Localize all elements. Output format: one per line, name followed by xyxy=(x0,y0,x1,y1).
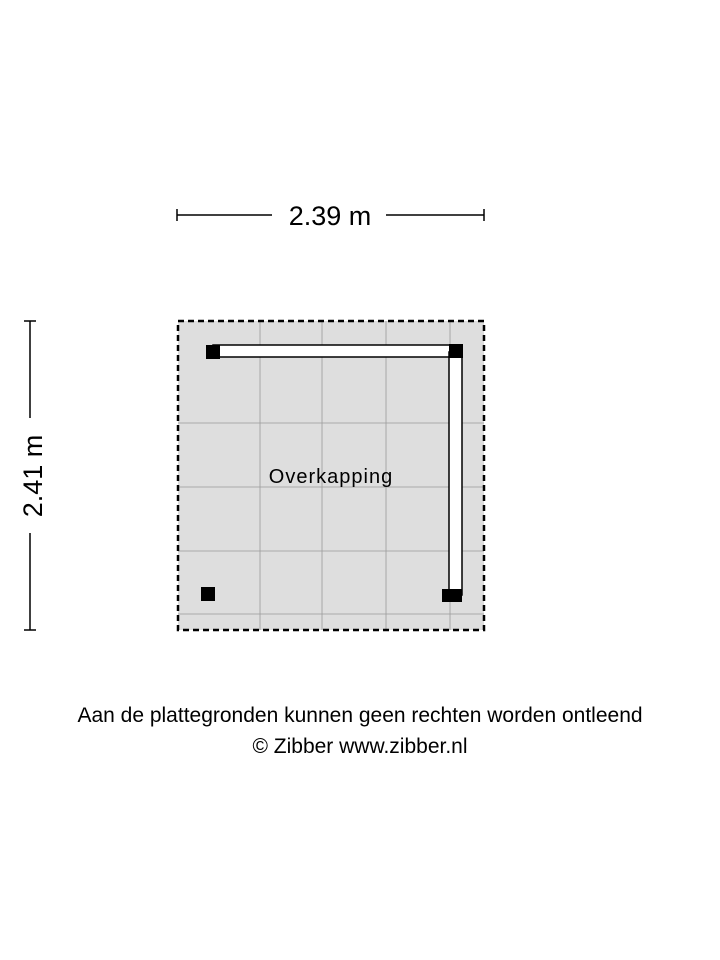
room-label: Overkapping xyxy=(268,466,394,488)
disclaimer-text: Aan de plattegronden kunnen geen rechten worden ontleend xyxy=(77,704,643,727)
post-bottom-left xyxy=(201,587,215,601)
post-top-right xyxy=(449,344,463,358)
post-bottom-right xyxy=(442,589,462,602)
top-beam xyxy=(213,345,456,357)
right-beam xyxy=(449,352,462,595)
copyright-text: © Zibber www.zibber.nl xyxy=(252,735,468,758)
height-dimension xyxy=(18,321,48,630)
post-top-left xyxy=(206,345,220,359)
room-overkapping xyxy=(178,321,484,630)
height-dimension-label: 2.41 m xyxy=(18,434,48,518)
width-dimension xyxy=(177,201,484,231)
width-dimension-label: 2.39 m xyxy=(288,201,372,231)
